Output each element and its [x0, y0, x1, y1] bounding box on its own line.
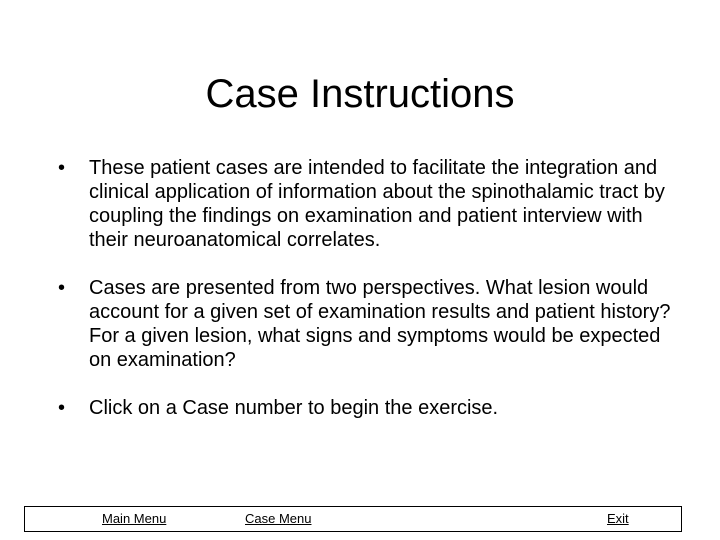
- bullet-text: These patient cases are intended to facilitate the integration and clinical application of information about the spinothalamic tract by coupling the findings on examination and patient interview with their neuroanatomical correlates.: [89, 157, 665, 251]
- list-item: [58, 276, 678, 372]
- navigation-bar: [24, 506, 682, 532]
- list-item: [58, 156, 678, 252]
- main-menu-link[interactable]: Main Menu: [102, 511, 167, 526]
- instruction-list: [58, 156, 678, 420]
- bullet-icon: •: [58, 157, 66, 179]
- list-item: [58, 396, 678, 420]
- case-menu-link[interactable]: Case Menu: [245, 511, 312, 526]
- bullet-text: Cases are presented from two perspectives. What lesion would account for a given set of examination results and patient history? For a given lesion, what signs and symptoms would be expected on examination?: [89, 277, 671, 371]
- bullet-text: Click on a Case number to begin the exercise.: [89, 397, 499, 419]
- exit-link[interactable]: Exit: [607, 511, 629, 526]
- bullet-icon: •: [58, 277, 66, 299]
- page-title: Case Instructions: [205, 72, 515, 116]
- bullet-icon: •: [58, 397, 66, 419]
